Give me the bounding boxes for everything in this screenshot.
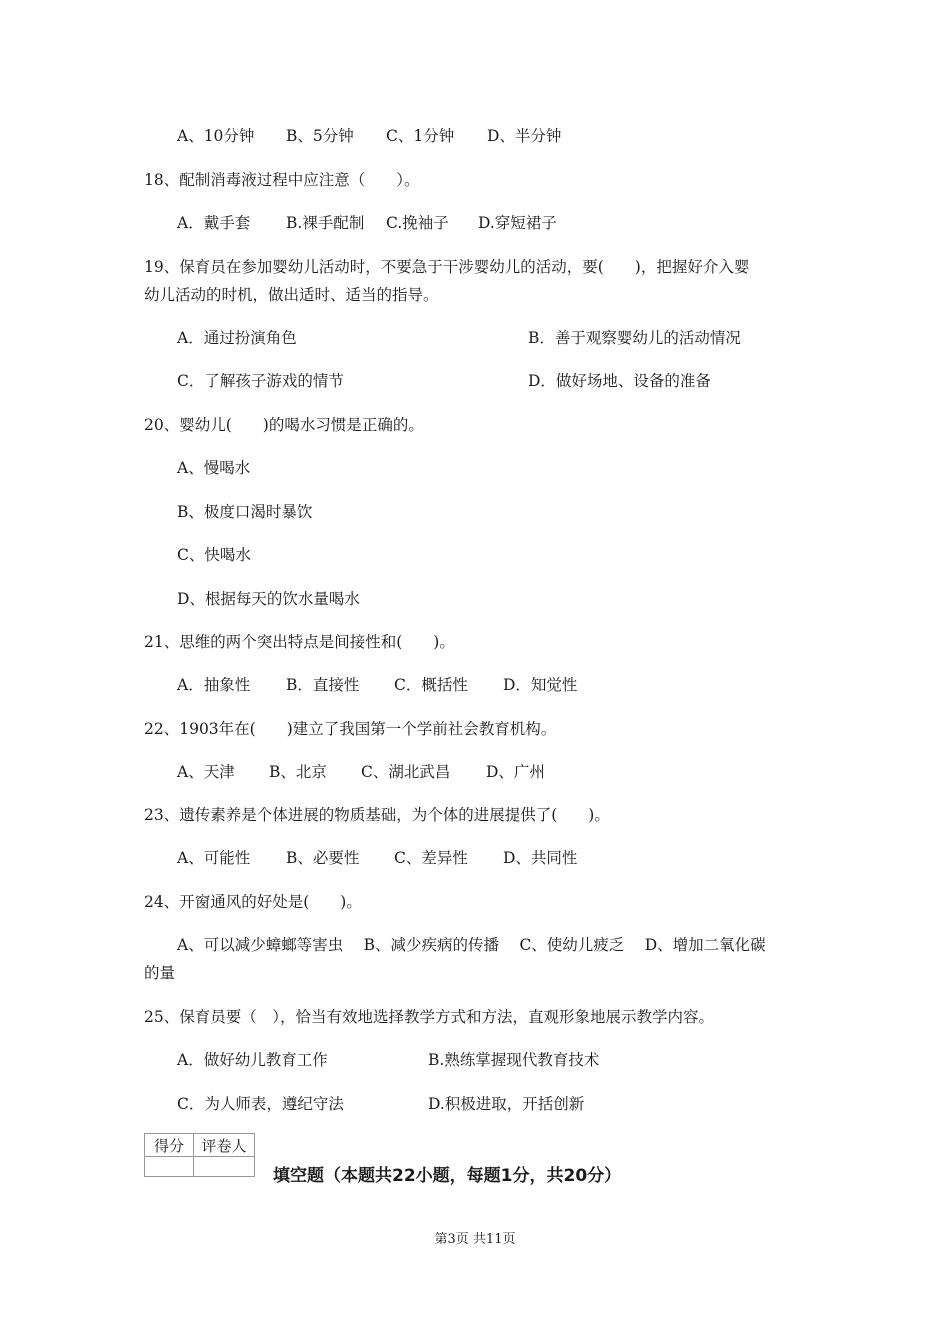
q19-option-b: B．善于观察婴幼儿的活动情况 <box>528 329 741 347</box>
grader-cell[interactable] <box>194 1157 255 1177</box>
q18-option-d: D.穿短裙子 <box>478 214 557 232</box>
q18-option-c: C.挽袖子 <box>386 214 449 232</box>
page-number: 第3页 共11页 <box>434 1232 516 1247</box>
section-title: 填空题（本题共22小题，每题1分，共20分） <box>273 1166 622 1186</box>
q23-option-b: B、必要性 <box>286 849 360 867</box>
q25-option-c: C．为人师表，遵纪守法 <box>177 1095 344 1113</box>
q22-option-d: D、广州 <box>486 763 545 781</box>
score-cell[interactable] <box>145 1157 194 1177</box>
q24-options-wrap: 的量 <box>144 964 176 982</box>
q20-option-b: B、极度口渴时暴饮 <box>177 503 313 521</box>
q20-option-a: A、慢喝水 <box>177 459 251 477</box>
q17-option-d: D、半分钟 <box>487 127 562 145</box>
q20-option-d: D、根据每天的饮水量喝水 <box>177 590 360 608</box>
q19-stem-line1: 19、保育员在参加婴幼儿活动时，不要急于干涉婴幼儿的活动，要( )，把握好介入婴 <box>144 258 750 276</box>
q22-option-c: C、湖北武昌 <box>361 763 451 781</box>
q17-option-a: A、10分钟 <box>177 127 255 145</box>
q21-option-b: B．直接性 <box>286 676 360 694</box>
q25-stem: 25、保育员要（ ），恰当有效地选择教学方式和方法，直观形象地展示教学内容。 <box>144 1008 714 1026</box>
q18-option-a: A．戴手套 <box>177 214 251 232</box>
q21-option-c: C．概括性 <box>394 676 468 694</box>
q19-stem-line2: 幼儿活动的时机，做出适时、适当的指导。 <box>144 286 439 304</box>
q24-options-line: A、可以减少蟑螂等害虫 B、减少疾病的传播 C、使幼儿疲乏 D、增加二氧化碳 <box>177 936 766 954</box>
q20-stem: 20、婴幼儿( )的喝水习惯是正确的。 <box>144 416 424 434</box>
q19-option-a: A．通过扮演角色 <box>177 329 297 347</box>
q23-option-a: A、可能性 <box>177 849 251 867</box>
q22-option-b: B、北京 <box>269 763 327 781</box>
q23-stem: 23、遗传素养是个体进展的物质基础，为个体的进展提供了( )。 <box>144 806 610 824</box>
score-box <box>144 1133 255 1177</box>
q25-option-b: B.熟练掌握现代教育技术 <box>428 1051 600 1069</box>
score-header: 得分 <box>145 1134 194 1157</box>
q20-option-c: C、快喝水 <box>177 546 251 564</box>
q19-option-d: D．做好场地、设备的准备 <box>528 372 711 390</box>
q21-stem: 21、思维的两个突出特点是间接性和( )。 <box>144 633 455 651</box>
q23-option-d: D、共同性 <box>503 849 578 867</box>
q25-option-d: D.积极进取，开括创新 <box>428 1095 585 1113</box>
q18-stem: 18、配制消毒液过程中应注意（ ）。 <box>144 171 420 189</box>
q21-option-a: A．抽象性 <box>177 676 251 694</box>
q24-stem: 24、开窗通风的好处是( )。 <box>144 893 362 911</box>
q22-stem: 22、1903年在( )建立了我国第一个学前社会教育机构。 <box>144 720 557 738</box>
q25-option-a: A．做好幼儿教育工作 <box>177 1051 328 1069</box>
q22-option-a: A、天津 <box>177 763 235 781</box>
q21-option-d: D．知觉性 <box>503 676 578 694</box>
q17-option-c: C、1分钟 <box>386 127 455 145</box>
q17-option-b: B、5分钟 <box>286 127 354 145</box>
q18-option-b: B.裸手配制 <box>286 214 365 232</box>
q19-option-c: C．了解孩子游戏的情节 <box>177 372 344 390</box>
grader-header: 评卷人 <box>194 1134 255 1157</box>
q23-option-c: C、差异性 <box>394 849 468 867</box>
